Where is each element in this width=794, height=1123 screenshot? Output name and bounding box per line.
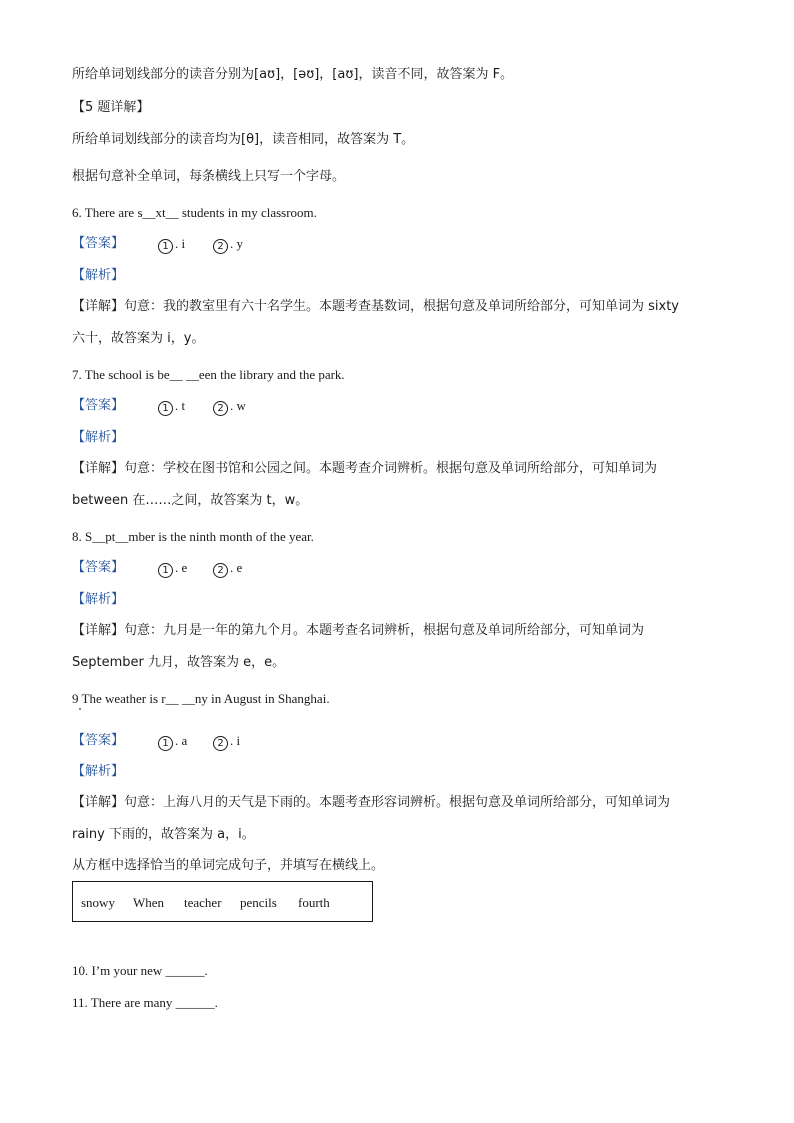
question-7-answer-label: 【答案】	[72, 398, 125, 413]
word-bank-item: pencils	[240, 895, 277, 910]
question-9-analysis-label: 【解析】	[72, 764, 125, 779]
question-7-detail-line1: 【详解】句意：学校在图书馆和公园之间。本题考查介词辨析。根据句意及单词所给部分，可知单词为	[72, 461, 658, 476]
answer-value: . i	[230, 733, 241, 748]
circled-number-1-icon: 1	[158, 239, 173, 254]
circled-number-1-icon: 1	[158, 401, 173, 416]
question-8-analysis-label: 【解析】	[72, 592, 125, 607]
question-6-answer-2	[213, 235, 243, 254]
question-9-text: 9 The weather is r__ __ny in August in Shanghai.	[72, 691, 330, 706]
question-7-answer-1	[158, 397, 185, 416]
question-7-detail-line2: between 在……之间，故答案为 t，w。	[72, 493, 309, 508]
circled-number-1-icon: 1	[158, 563, 173, 578]
question-8-answer-1	[158, 559, 187, 578]
question-9-answer-2	[213, 732, 240, 751]
answer-value: . a	[175, 733, 188, 748]
word-bank-item: teacher	[184, 895, 222, 910]
section2-instruction: 从方框中选择恰当的单词完成句子，并填写在横线上。	[72, 858, 385, 873]
question-6-detail-line2: 六十，故答案为 i，y。	[72, 331, 205, 346]
word-bank-box	[72, 881, 373, 922]
question-9-detail-line1: 【详解】句意：上海八月的天气是下雨的。本题考查形容词辨析。根据句意及单词所给部分，可知单词为	[72, 795, 671, 810]
answer-value: . w	[230, 398, 246, 413]
question-9-answer-1	[158, 732, 187, 751]
q5-explanation: 所给单词划线部分的读音均为[θ]，读音相同，故答案为 T。	[72, 132, 415, 147]
answer-value: . e	[230, 560, 243, 575]
question-8-answer-2	[213, 559, 242, 578]
question-8-answer-label: 【答案】	[72, 560, 125, 575]
question-7-answer-2	[213, 397, 246, 416]
question-8-text: 8. S__pt__mber is the ninth month of the year.	[72, 529, 314, 544]
word-bank-item: fourth	[298, 895, 330, 910]
question-6-detail-line1: 【详解】句意：我的教室里有六十名学生。本题考查基数词，根据句意及单词所给部分，可知单词为 sixty	[72, 299, 680, 314]
question-6-answer-label: 【答案】	[72, 236, 125, 251]
answer-value: . y	[230, 236, 243, 251]
word-bank-item: snowy	[81, 895, 115, 910]
question-6-answer-1	[158, 235, 185, 254]
question-9-answer-label: 【答案】	[72, 733, 125, 748]
circled-number-2-icon: 2	[213, 736, 228, 751]
circled-number-2-icon: 2	[213, 401, 228, 416]
section-instruction: 根据句意补全单词，每条横线上只写一个字母。	[72, 169, 346, 184]
circled-number-2-icon: 2	[213, 239, 228, 254]
question-7-analysis-label: 【解析】	[72, 430, 125, 445]
answer-value: . i	[175, 236, 186, 251]
circled-number-2-icon: 2	[213, 563, 228, 578]
q4-explanation: 所给单词划线部分的读音分别为[aʊ]，[əʊ]，[aʊ]，读音不同，故答案为 F。	[72, 67, 514, 82]
question-11-text: 11. There are many ______.	[72, 995, 218, 1010]
question-9-detail-line2: rainy 下雨的，故答案为 a，i。	[72, 827, 255, 842]
answer-value: . e	[175, 560, 188, 575]
question-10-text: 10. I’m your new ______.	[72, 963, 208, 978]
question-7-text: 7. The school is be__ __een the library and the park.	[72, 367, 345, 382]
question-8-detail-line1: 【详解】句意：九月是一年的第九个月。本题考查名词辨析，根据句意及单词所给部分，可知单词为	[72, 623, 645, 638]
question-6-text: 6. There are s__xt__ students in my classroom.	[72, 205, 317, 220]
circled-number-1-icon: 1	[158, 736, 173, 751]
answer-value: . t	[175, 398, 186, 413]
stray-dot	[79, 708, 81, 710]
word-bank-item: When	[133, 895, 165, 910]
question-6-analysis-label: 【解析】	[72, 268, 125, 283]
q5-header: 【5 题详解】	[72, 100, 150, 115]
question-8-detail-line2: September 九月，故答案为 e，e。	[72, 655, 286, 670]
